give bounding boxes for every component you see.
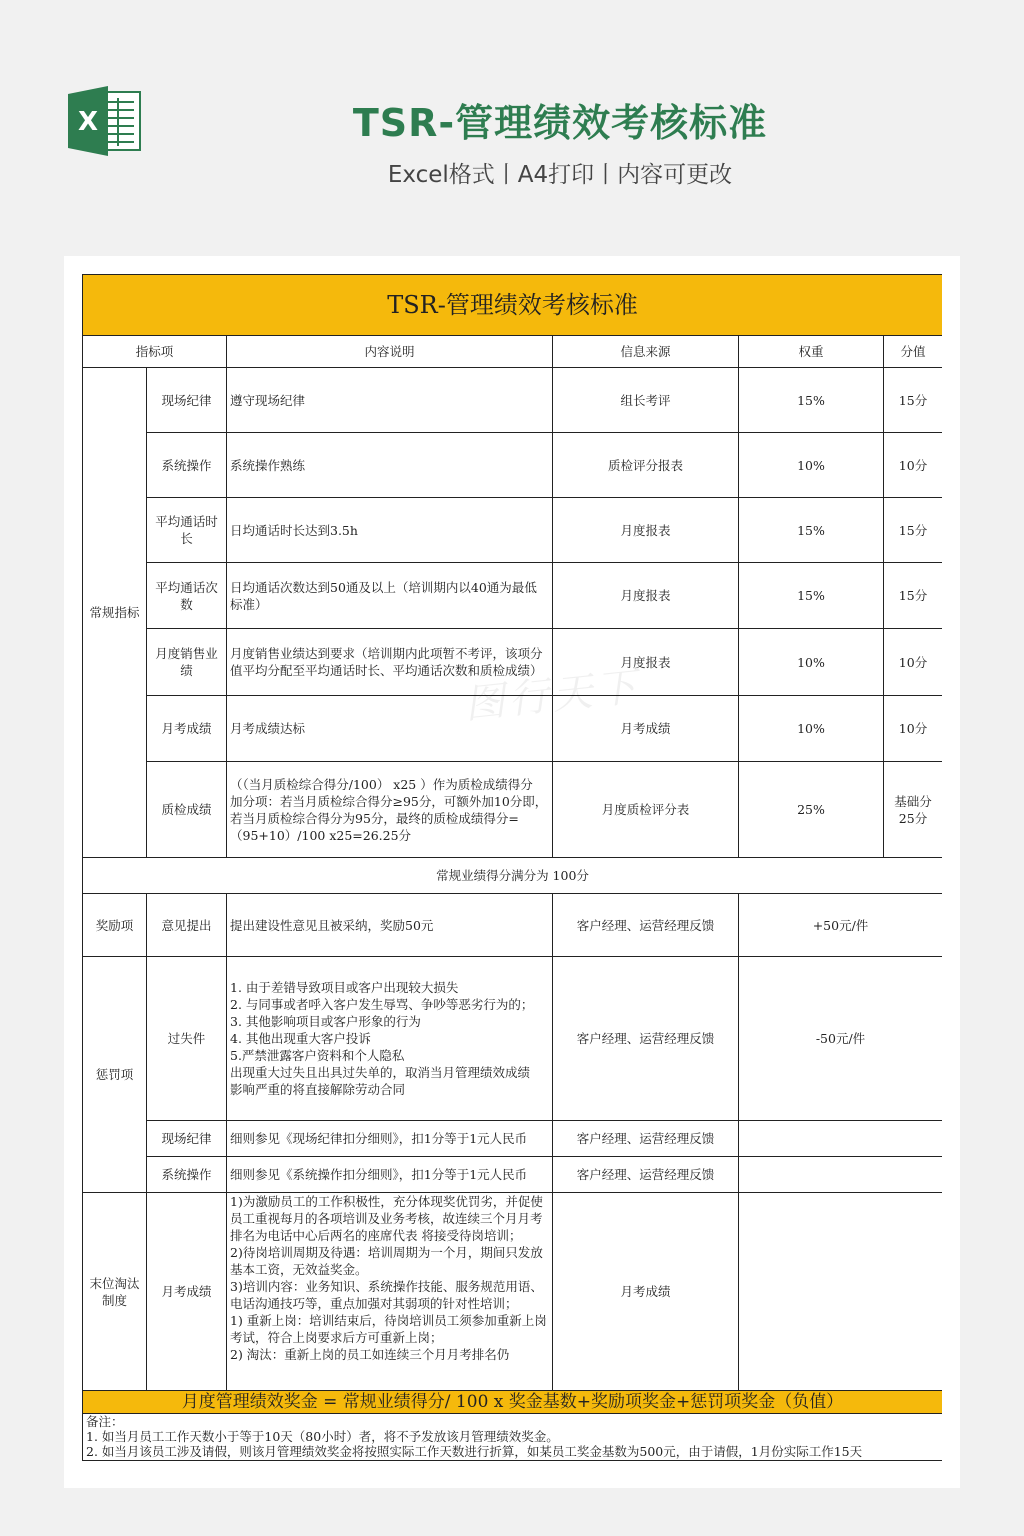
spreadsheet (82, 274, 942, 1478)
weight-cell: 25% (739, 762, 884, 858)
table-row (83, 368, 943, 433)
notes-text: 备注： 1. 如当月员工工作天数小于等于10天（80小时）者，将不予发放该月管理绩效奖金。 2. 如当月该员工涉及请假，则该月管理绩效奖金将按照实际工作天数进行折算，如某员工奖金基数为500元，由于请假，1月份实际工作15天 (86, 1414, 863, 1459)
score-cell: 10分 (884, 629, 943, 696)
table-row (83, 1157, 943, 1193)
source-cell: 月度报表 (553, 629, 739, 696)
score-cell: 基础分25分 (884, 762, 943, 858)
table-row (83, 696, 943, 762)
source-cell: 月度报表 (553, 563, 739, 629)
item-cell: 意见提出 (147, 894, 227, 957)
value-cell: -50元/件 (739, 957, 943, 1121)
item-cell: 平均通话时长 (147, 498, 227, 563)
table-row (83, 762, 943, 858)
source-cell: 客户经理、运营经理反馈 (553, 957, 739, 1121)
content-cell (227, 1193, 553, 1391)
score-cell: 10分 (884, 433, 943, 498)
table-row (83, 629, 943, 696)
formula-cell: 月度管理绩效奖金 = 常规业绩得分/ 100 x 奖金基数+奖励项奖金+惩罚项奖金（负值） (83, 1391, 943, 1414)
weight-cell: 10% (739, 696, 884, 762)
table-header-row (83, 336, 943, 368)
weight-cell: 10% (739, 433, 884, 498)
content-cell: 月考成绩达标 (227, 696, 553, 762)
content-cell: 细则参见《现场纪律扣分细则》，扣1分等于1元人民币 (227, 1121, 553, 1157)
content-cell: 日均通话次数达到50通及以上（培训期内以40通为最低标准） (227, 563, 553, 629)
content-cell: 月度销售业绩达到要求（培训期内此项暂不考评，该项分值平均分配至平均通话时长、平均通话次数和质检成绩） (227, 629, 553, 696)
item-cell: 过失件 (147, 957, 227, 1121)
source-cell: 客户经理、运营经理反馈 (553, 1157, 739, 1193)
item-cell: 系统操作 (147, 1157, 227, 1193)
item-cell: 月考成绩 (147, 1193, 227, 1391)
watermark: 图行天下 (462, 663, 643, 729)
table-row (83, 1193, 943, 1391)
score-cell: 15分 (884, 563, 943, 629)
source-cell: 组长考评 (553, 368, 739, 433)
category-cell: 末位淘汰制度 (83, 1193, 147, 1391)
excel-icon (68, 86, 142, 156)
svg-text:X: X (77, 107, 99, 137)
score-cell: 10分 (884, 696, 943, 762)
summary-row (83, 858, 943, 894)
summary-cell: 常规业绩得分满分为 100分 (83, 858, 943, 894)
column-header: 内容说明 (227, 336, 553, 368)
category-cell: 常规指标 (83, 368, 147, 858)
table-row (83, 894, 943, 957)
source-cell: 质检评分报表 (553, 433, 739, 498)
document-page (64, 256, 960, 1488)
item-cell: 质检成绩 (147, 762, 227, 858)
category-cell: 惩罚项 (83, 957, 147, 1193)
notes-row (83, 1414, 943, 1461)
column-header: 信息来源 (553, 336, 739, 368)
page-subtitle: Excel格式丨A4打印丨内容可更改 (387, 162, 733, 188)
source-cell: 月考成绩 (553, 1193, 739, 1391)
content-cell: 遵守现场纪律 (227, 368, 553, 433)
source-cell: 月度质检评分表 (553, 762, 739, 858)
column-header: 分值 (884, 336, 943, 368)
weight-cell: 10% (739, 629, 884, 696)
table-row (83, 957, 943, 1121)
content-cell: 系统操作熟练 (227, 433, 553, 498)
value-cell (739, 1157, 943, 1193)
assessment-table (82, 274, 942, 1461)
item-cell: 现场纪律 (147, 368, 227, 433)
column-header: 指标项 (83, 336, 227, 368)
content-cell: （（当月质检综合得分/100） x25 ）作为质检成绩得分 加分项：若当月质检综合得分≥95分，可额外加10分即，若当月质检综合得分为95分，最终的质检成绩得分=（95+10）/100 x25=26.25分 (227, 762, 553, 858)
table-row (83, 1121, 943, 1157)
table-row (83, 433, 943, 498)
item-cell: 系统操作 (147, 433, 227, 498)
item-cell: 平均通话次数 (147, 563, 227, 629)
weight-cell: 15% (739, 498, 884, 563)
source-cell: 月度报表 (553, 498, 739, 563)
item-cell: 月考成绩 (147, 696, 227, 762)
elimination-text: 1)为激励员工的工作积极性，充分体现奖优罚劣，并促使员工重视每月的各项培训及业务考核，故连续三个月月考排名为电话中心后两名的座席代表 将接受待岗培训； 2)待岗培训周期及待遇：培训周期为一个月，期间只发放基本工资，无效益奖金。 3)培训内容：业务知识、系统操作技能、服务规范用语、电话沟通技巧等，重点加强对其弱项的针对性培训； 1) 重新上岗：培训结束后，待岗培训员工须参加重新上岗考试，符合上岗要求后方可重新上岗； 2) 淘汰：重新上岗的员工如连续三个月月考排名仍 (230, 1194, 547, 1362)
content-cell: 提出建设性意见且被采纳，奖励50元 (227, 894, 553, 957)
score-cell: 15分 (884, 498, 943, 563)
column-header: 权重 (739, 336, 884, 368)
page-title: TSR-管理绩效考核标准 (352, 101, 768, 145)
item-cell: 现场纪律 (147, 1121, 227, 1157)
source-cell: 客户经理、运营经理反馈 (553, 894, 739, 957)
value-cell (739, 1121, 943, 1157)
item-cell: 月度销售业绩 (147, 629, 227, 696)
weight-cell: 15% (739, 368, 884, 433)
page-header (0, 0, 1024, 250)
source-cell: 月考成绩 (553, 696, 739, 762)
weight-cell: 15% (739, 563, 884, 629)
score-cell: 15分 (884, 368, 943, 433)
sheet-title: TSR-管理绩效考核标准 (83, 275, 943, 336)
source-cell: 客户经理、运营经理反馈 (553, 1121, 739, 1157)
content-cell: 1. 由于差错导致项目或客户出现较大损失 2. 与同事或者呼入客户发生辱骂、争吵等恶劣行为的； 3. 其他影响项目或客户形象的行为 4. 其他出现重大客户投诉 5.严禁泄露客户资料和个人隐私 出现重大过失且出具过失单的，取消当月管理绩效成绩 影响严重的将直接解除劳动合同 (227, 957, 553, 1121)
table-row (83, 563, 943, 629)
formula-row (83, 1391, 943, 1414)
content-cell: 日均通话时长达到3.5h (227, 498, 553, 563)
notes-cell (83, 1414, 943, 1461)
value-cell (739, 1193, 943, 1391)
value-cell: +50元/件 (739, 894, 943, 957)
category-cell: 奖励项 (83, 894, 147, 957)
table-row (83, 498, 943, 563)
content-cell: 细则参见《系统操作扣分细则》，扣1分等于1元人民币 (227, 1157, 553, 1193)
